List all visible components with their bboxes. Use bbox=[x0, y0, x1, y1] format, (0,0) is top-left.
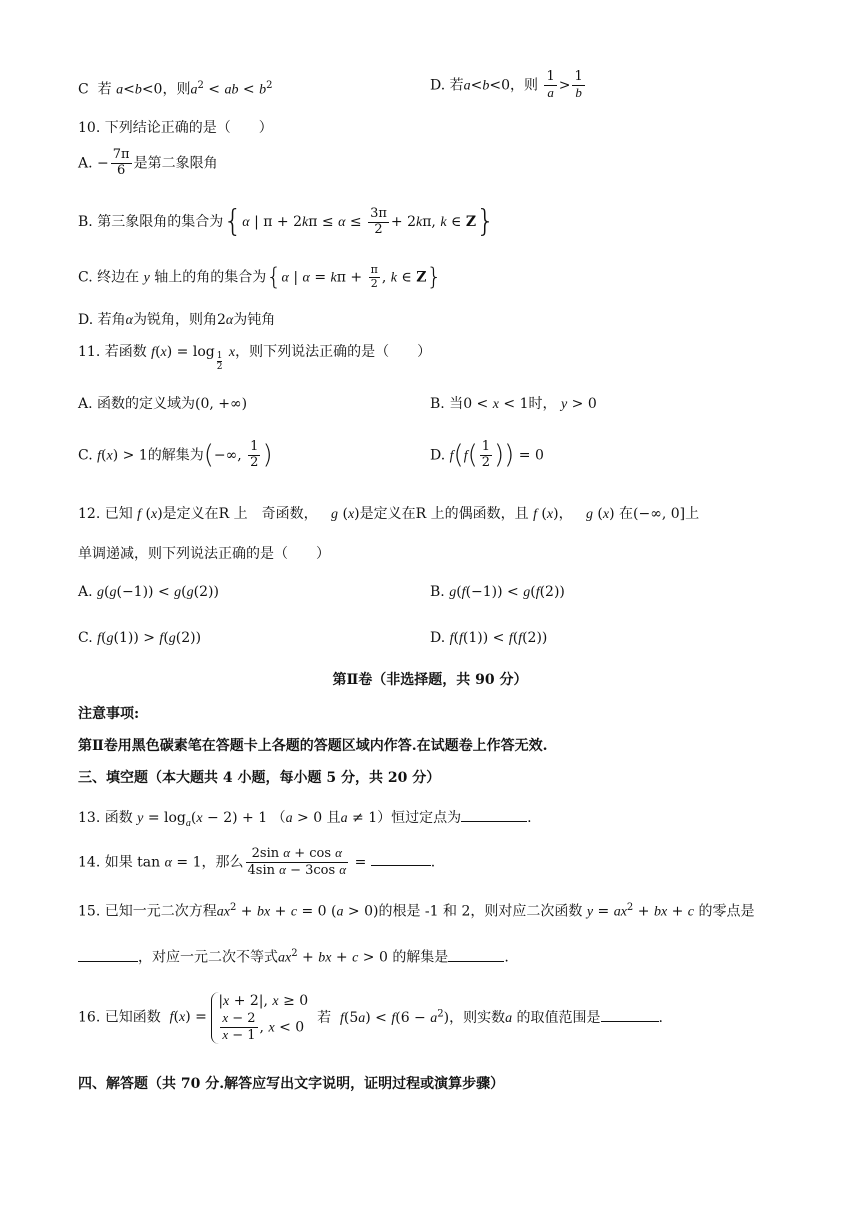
q13: 13. 函数 $y = \log_a(x - 2) + 1$ （a > 0 且a ≠ 1）恒过定点为 . bbox=[78, 810, 532, 829]
q10-option-a: A. − $\frac{7\pi}{6}$ 是第二象限角 bbox=[78, 147, 218, 178]
q9-option-c: C 若 a<b<0，则$a^2$ < ab < $b^2$ bbox=[78, 80, 273, 98]
answer-blank bbox=[461, 820, 527, 822]
q12-option-a: A. g(g(−1)) < g(g(2)) bbox=[78, 584, 219, 600]
q11-option-a: A. 函数的定义域为(0, +∞) bbox=[78, 396, 248, 412]
q15-line1: 15. 已知一元二次方程$ax^2$ + bx + c = 0 (a > 0)的根是 -1 和 2，则对应二次函数 $y = ax^2$ + bx + c 的零点是 bbox=[78, 902, 755, 920]
q14: 14. 如果 tan α = 1，那么 $\frac{\text{2sin α + cos α}}{\text{4sin α − 3cos α}}$ = . bbox=[78, 845, 436, 878]
q12-stem: 12. 已知 f (x)是定义在R 上 奇函数， g (x)是定义在R 上的偶函数，且 f (x)， g (x) 在(−∞, 0]上 bbox=[78, 506, 700, 522]
q11-option-d: D. f(f( $\frac{1}{2}$ )) = 0 bbox=[430, 439, 544, 471]
answer-blank bbox=[601, 1020, 659, 1022]
q10-stem: 10. 下列结论正确的是（ ） bbox=[78, 120, 273, 136]
q12-stem-line2: 单调递减，则下列说法正确的是（ ） bbox=[78, 546, 330, 562]
answer-blank bbox=[371, 864, 431, 866]
answer-blank bbox=[78, 960, 138, 962]
q15-line2: ，对应一元二次不等式$ax^2$ + bx + c > 0 的解集是 . bbox=[78, 948, 509, 967]
q16: 16. 已知函数 f(x) = |x + 2|, x ≥ 0 $\frac{x - 2}{x - 1}$ , x < 0 若 $f(5a) < f(6 - a^2)$，则实数a 的取值范围是 . bbox=[78, 993, 663, 1044]
q12-option-d: D. f(f(1)) < f(f(2)) bbox=[430, 630, 548, 646]
notice-text: 第Ⅱ卷用黑色碳素笔在答题卡上各题的答题区域内作答.在试题卷上作答无效. bbox=[78, 738, 548, 754]
section-title: 第Ⅱ卷（非选择题，共 90 分） bbox=[332, 672, 528, 688]
q11-stem: 11. 若函数 f(x) = log $_{\frac{1}{2}}$ x，则下列说法正确的是（ ） bbox=[78, 344, 432, 372]
q10-option-b: B. 第三象限角的集合为{α | π + 2kπ ≤ α ≤ $\frac{3\pi}{2}$ + 2kπ, k ∈ Z} bbox=[78, 204, 496, 239]
part3-heading: 三、填空题（本大题共 4 小题，每小题 5 分，共 20 分） bbox=[78, 770, 441, 786]
answer-blank bbox=[448, 960, 504, 962]
option-label: C bbox=[78, 81, 89, 98]
q10-option-c: C. 终边在 y 轴上的角的集合为{α | α = kπ + $\frac{\pi}{2}$ , k ∈ Z} bbox=[78, 263, 442, 291]
q12-option-b: B. g(f(−1)) < g(f(2)) bbox=[430, 584, 565, 600]
text: 若 bbox=[97, 81, 112, 98]
q11-option-b: B. 当0 < x < 1时， y > 0 bbox=[430, 396, 597, 412]
q10-option-d: D. 若角α为锐角，则角2α为钝角 bbox=[78, 312, 276, 328]
q12-option-c: C. f(g(1)) > f(g(2)) bbox=[78, 630, 202, 646]
q11-option-c: C. f(x) > 1的解集为(−∞, $\frac{1}{2}$ ) bbox=[78, 439, 273, 471]
q9-option-d: D. 若a<b<0，则 $\frac{1}{a}$ > $\frac{1}{b}$ bbox=[430, 69, 583, 100]
part4-heading: 四、解答题（共 70 分.解答应写出文字说明，证明过程或演算步骤） bbox=[78, 1076, 505, 1092]
notice-title: 注意事项: bbox=[78, 706, 140, 722]
